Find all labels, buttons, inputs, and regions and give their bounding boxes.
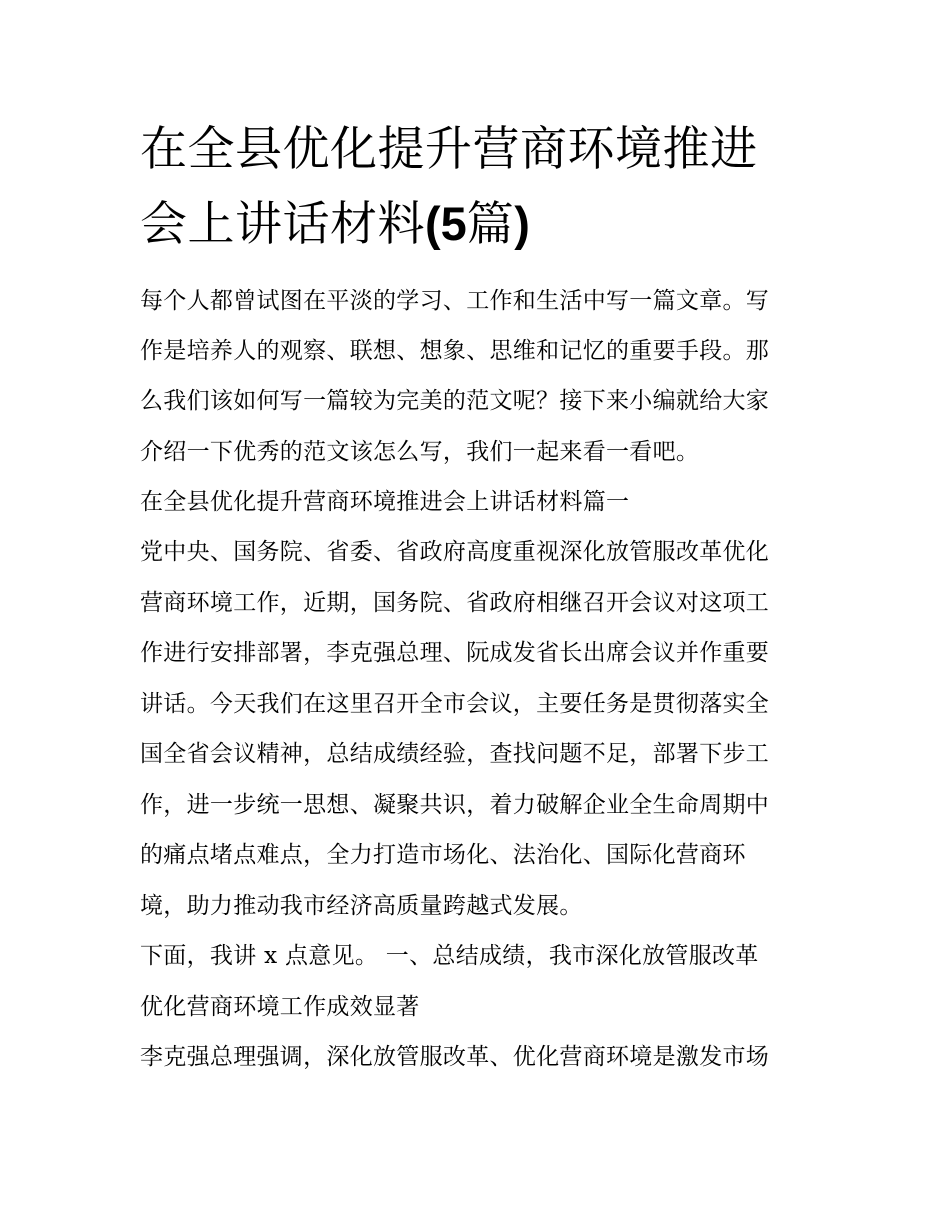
title-line-2-prefix: 会上讲话材料 (140, 197, 425, 252)
body-line-6: 党中央、国务院、省委、省政府高度重视深化放管服改革优化 (140, 539, 770, 565)
body-line-7: 营商环境工作，近期，国务院、省政府相继召开会议对这项工 (140, 590, 770, 616)
title-line-2-count: (5 (425, 197, 467, 250)
body-line-16: 李克强总理强调，深化放管服改革、优化营商环境是激发市场 (140, 1044, 770, 1070)
title-line-2 (140, 187, 758, 262)
body-line-1: 每个人都曾试图在平淡的学习、工作和生活中写一篇文章。写 (140, 288, 770, 314)
body-line-2: 作是培养人的观察、联想、想象、思维和记忆的重要手段。那 (140, 338, 770, 364)
body-line-13: 境，助力推动我市经济高质量跨越式发展。 (140, 893, 583, 919)
body-line-9: 讲话。今天我们在这里召开全市会议，主要任务是贯彻落实全 (140, 691, 770, 717)
body-line-12: 的痛点堵点难点，全力打造市场化、法治化、国际化营商环 (140, 842, 746, 868)
title-line-2-pian: 篇 (466, 197, 515, 252)
title-line-2-close: ) (514, 197, 530, 250)
body-line-15: 优化营商环境工作成效显著 (140, 994, 420, 1020)
section-heading-1: 在全县优化提升营商环境推进会上讲话材料篇一 (140, 489, 630, 515)
body-line-10: 国全省会议精神，总结成绩经验，查找问题不足，部署下步工 (140, 741, 770, 767)
body-line-4: 介绍一下优秀的范文该怎么写，我们一起来看一看吧。 (140, 439, 700, 465)
title-line-1: 在全县优化提升营商环境推进 (140, 122, 758, 177)
body-line-3: 么我们该如何写一篇较为完美的范文呢？接下来小编就给大家 (140, 388, 770, 414)
body-line-14: 下面，我讲 x 点意见。 一、总结成绩，我市深化放管服改革 (140, 943, 759, 969)
body-line-11: 作，进一步统一思想、凝聚共识，着力破解企业全生命周期中 (140, 792, 770, 818)
document-title (140, 113, 758, 262)
body-line-8: 作进行安排部署，李克强总理、阮成发省长出席会议并作重要 (140, 640, 770, 666)
